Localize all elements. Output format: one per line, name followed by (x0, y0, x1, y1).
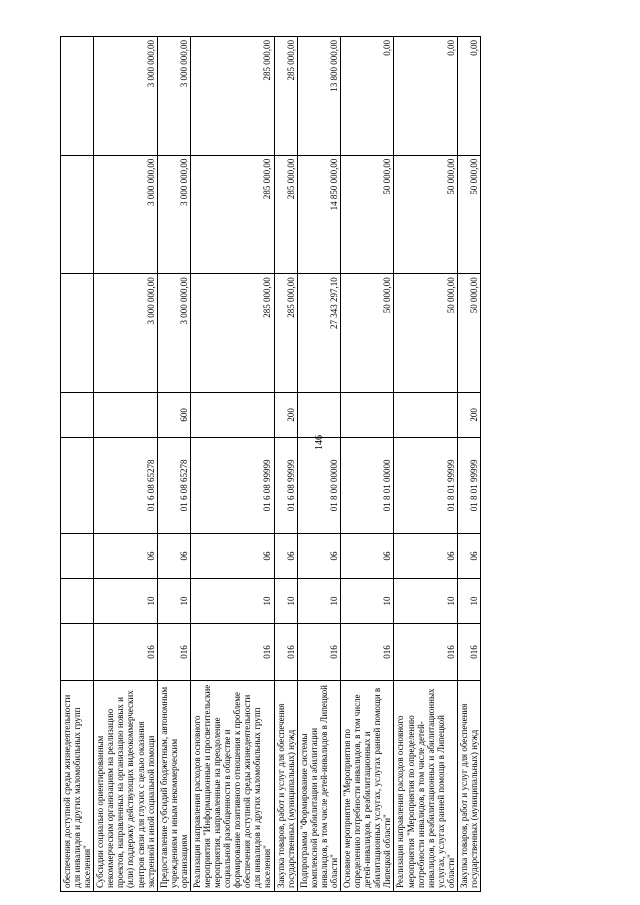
expense-type-cell: 200 (274, 392, 297, 437)
section-code-cell: 10 (394, 578, 457, 623)
expense-type-cell: 600 (157, 392, 190, 437)
table-row (394, 37, 457, 892)
section-code-cell (61, 578, 94, 623)
expense-type-cell (190, 392, 274, 437)
document-sheet (60, 36, 479, 892)
amount-year-3-cell: 0,00 (457, 37, 480, 156)
table-row (341, 37, 394, 892)
ministry-code-cell: 016 (341, 624, 394, 681)
amount-year-1-cell: 285 000,00 (190, 274, 274, 393)
subsection-code-cell: 06 (341, 533, 394, 578)
subsection-code-cell: 06 (94, 533, 157, 578)
amount-year-1-cell: 27 343 297,10 (297, 274, 340, 393)
amount-year-1-cell (61, 274, 94, 393)
amount-year-3-cell: 0,00 (341, 37, 394, 156)
row-name-cell: Подпрограмма "Формирование системы комплексной реабилитации и абилитации инвалидов, в том числе детей-инвалидов в Липецкой области" (297, 680, 340, 891)
amount-year-2-cell: 50 000,00 (394, 155, 457, 274)
expense-type-cell (94, 392, 157, 437)
ministry-code-cell: 016 (297, 624, 340, 681)
amount-year-2-cell: 3 000 000,00 (94, 155, 157, 274)
ministry-code-cell: 016 (457, 624, 480, 681)
expense-type-cell (297, 392, 340, 437)
target-article-cell: 01 6 08 99999 (274, 437, 297, 533)
amount-year-3-cell: 3 000 000,00 (94, 37, 157, 156)
row-name-cell: Предоставление субсидий бюджетным, автономным учреждениям и иным некоммерческим организациям (157, 680, 190, 891)
amount-year-3-cell: 13 800 000,00 (297, 37, 340, 156)
row-name-cell: обеспечения доступной среды жизнедеятельности для инвалидов и других маломобильных групп населения" (61, 680, 94, 891)
ministry-code-cell: 016 (274, 624, 297, 681)
subsection-code-cell: 06 (457, 533, 480, 578)
amount-year-1-cell: 285 000,00 (274, 274, 297, 393)
section-code-cell: 10 (457, 578, 480, 623)
table-row (61, 37, 94, 892)
amount-year-2-cell: 50 000,00 (457, 155, 480, 274)
subsection-code-cell: 06 (394, 533, 457, 578)
subsection-code-cell: 06 (274, 533, 297, 578)
amount-year-1-cell: 3 000 000,00 (157, 274, 190, 393)
expense-type-cell (61, 392, 94, 437)
table-row (457, 37, 480, 892)
ministry-code-cell (61, 624, 94, 681)
row-name-cell: Реализация направления расходов основного мероприятия "Информационные и просветительские мероприятия, направленные на преодоление социальной разобщенности в обществе и формирование позитивного отношения к проблеме обеспечения доступной среды жизнедеятельности для инвалидов и других маломобильных групп населения" (190, 680, 274, 891)
budget-table (60, 36, 481, 892)
target-article-cell (61, 437, 94, 533)
expense-type-cell (394, 392, 457, 437)
amount-year-2-cell: 285 000,00 (274, 155, 297, 274)
ministry-code-cell: 016 (190, 624, 274, 681)
section-code-cell: 10 (157, 578, 190, 623)
row-name-cell: Закупка товаров, работ и услуг для обеспечения государственных (муниципальных) нужд (274, 680, 297, 891)
amount-year-3-cell: 0,00 (394, 37, 457, 156)
table-row (94, 37, 157, 892)
section-code-cell: 10 (190, 578, 274, 623)
table-row (190, 37, 274, 892)
expense-type-cell (341, 392, 394, 437)
target-article-cell: 01 6 08 65278 (157, 437, 190, 533)
section-code-cell: 10 (297, 578, 340, 623)
amount-year-1-cell: 50 000,00 (341, 274, 394, 393)
subsection-code-cell: 06 (157, 533, 190, 578)
target-article-cell: 01 8 00 00000 (297, 437, 340, 533)
amount-year-1-cell: 50 000,00 (394, 274, 457, 393)
table-row (157, 37, 190, 892)
amount-year-1-cell: 3 000 000,00 (94, 274, 157, 393)
target-article-cell: 01 6 08 65278 (94, 437, 157, 533)
amount-year-2-cell: 14 850 000,00 (297, 155, 340, 274)
amount-year-3-cell: 285 000,00 (274, 37, 297, 156)
subsection-code-cell: 06 (190, 533, 274, 578)
page-number: 146 (314, 435, 325, 450)
amount-year-2-cell: 3 000 000,00 (157, 155, 190, 274)
amount-year-3-cell (61, 37, 94, 156)
target-article-cell: 01 6 08 99999 (190, 437, 274, 533)
target-article-cell: 01 8 01 00000 (341, 437, 394, 533)
table-row (274, 37, 297, 892)
section-code-cell: 10 (341, 578, 394, 623)
expense-type-cell: 200 (457, 392, 480, 437)
row-name-cell: Основное мероприятие "Мероприятия по определению потребности инвалидов, в том числе детей-инвалидов, в реабилитационных и абилитационных услугах, услугах ранней помощи в Липецкой области" (341, 680, 394, 891)
row-name-cell: Реализация направления расходов основного мероприятия "Мероприятия по определению потребности инвалидов, в том числе детей-инвалидов, в реабилитационных и абилитационных услугах, услугах ранней помощи в Липецкой области" (394, 680, 457, 891)
amount-year-2-cell: 50 000,00 (341, 155, 394, 274)
ministry-code-cell: 016 (94, 624, 157, 681)
subsection-code-cell: 06 (297, 533, 340, 578)
table-row (297, 37, 340, 892)
amount-year-2-cell (61, 155, 94, 274)
subsection-code-cell (61, 533, 94, 578)
ministry-code-cell: 016 (394, 624, 457, 681)
amount-year-3-cell: 3 000 000,00 (157, 37, 190, 156)
amount-year-2-cell: 285 000,00 (190, 155, 274, 274)
rotated-table-wrapper (60, 36, 479, 892)
ministry-code-cell: 016 (157, 624, 190, 681)
target-article-cell: 01 8 01 99999 (457, 437, 480, 533)
amount-year-1-cell: 50 000,00 (457, 274, 480, 393)
budget-table-body (61, 37, 481, 892)
amount-year-3-cell: 285 000,00 (190, 37, 274, 156)
section-code-cell: 10 (94, 578, 157, 623)
row-name-cell: Субсидии социально ориентированным некоммерческим организациям на реализацию проектов, направленных на организацию новых и (или) поддержку действующих видеокоммерческих центров связи для глухих с целью оказания экстренной и иной социальной помощи (94, 680, 157, 891)
section-code-cell: 10 (274, 578, 297, 623)
row-name-cell: Закупка товаров, работ и услуг для обеспечения государственных (муниципальных) нужд (457, 680, 480, 891)
target-article-cell: 01 8 01 99999 (394, 437, 457, 533)
